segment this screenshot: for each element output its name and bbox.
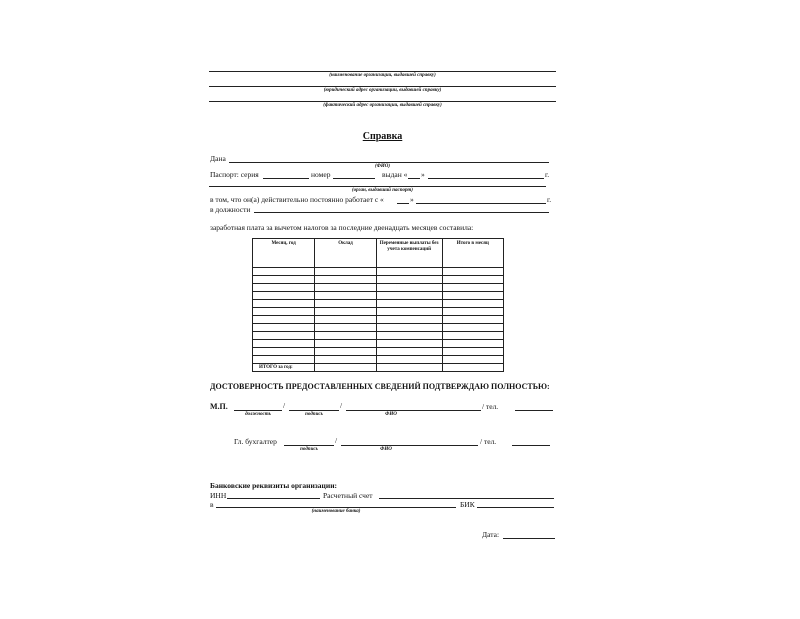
- phone-label: / тел.: [482, 402, 499, 411]
- signature-caption-2: подпись: [300, 447, 318, 452]
- issued-month-line: [428, 178, 544, 179]
- salary-table: [252, 238, 504, 372]
- table-header-salary: Оклад: [315, 239, 376, 268]
- table-cell[interactable]: [376, 300, 442, 308]
- table-cell[interactable]: [315, 364, 376, 372]
- org-name-caption: (наименование организации, выдавшей справку): [329, 73, 436, 78]
- table-cell[interactable]: [376, 332, 442, 340]
- table-cell[interactable]: [315, 348, 376, 356]
- table-cell[interactable]: [253, 348, 315, 356]
- table-cell[interactable]: [442, 284, 503, 292]
- position-sign-line: [234, 410, 282, 411]
- inn-label: ИНН: [210, 491, 227, 500]
- authority-caption: (орган, выдавший паспорт): [352, 188, 413, 193]
- slash-1: /: [283, 401, 286, 410]
- table-cell[interactable]: [376, 324, 442, 332]
- bank-heading: Банковские реквизиты организации:: [210, 481, 338, 490]
- table-cell[interactable]: [376, 276, 442, 284]
- issued-to-line: [229, 162, 549, 163]
- table-cell[interactable]: [315, 332, 376, 340]
- table-cell[interactable]: [442, 308, 503, 316]
- fio-sign-line: [346, 410, 481, 411]
- chief-fio-line: [341, 445, 478, 446]
- account-line: [379, 498, 554, 499]
- table-cell[interactable]: [315, 308, 376, 316]
- table-total-row: [253, 364, 504, 372]
- table-cell[interactable]: [253, 300, 315, 308]
- table-cell[interactable]: [442, 300, 503, 308]
- table-cell[interactable]: [253, 316, 315, 324]
- passport-number-line: [333, 178, 375, 179]
- legal-address-line: [209, 86, 556, 87]
- slash-3: /: [335, 436, 338, 445]
- issued-on-label: выдан «: [382, 170, 408, 179]
- table-cell[interactable]: [315, 300, 376, 308]
- table-cell[interactable]: [253, 292, 315, 300]
- salary-intro: заработная плата за вычетом налогов за последние двенадцать месяцев составила:: [210, 223, 474, 232]
- authority-line: [209, 186, 546, 187]
- table-cell[interactable]: [376, 356, 442, 364]
- legal-address-caption: (юридический адрес организации, выдавшей справку): [323, 88, 442, 93]
- table-cell[interactable]: [376, 340, 442, 348]
- signature-sign-line: [289, 410, 339, 411]
- table-cell[interactable]: [315, 324, 376, 332]
- table-row: [253, 292, 504, 300]
- table-cell[interactable]: [315, 284, 376, 292]
- table-cell[interactable]: [253, 340, 315, 348]
- table-cell[interactable]: [315, 340, 376, 348]
- position-caption: должность: [245, 412, 271, 417]
- inn-line: [227, 498, 320, 499]
- table-header-month: Месяц, год: [253, 239, 315, 268]
- table-cell[interactable]: [442, 276, 503, 284]
- table-cell[interactable]: [253, 276, 315, 284]
- table-header-total: Итого в месяц: [442, 239, 503, 268]
- table-cell[interactable]: [253, 356, 315, 364]
- table-row: [253, 348, 504, 356]
- year-suffix: г.: [545, 170, 550, 179]
- fio-caption: (ФИО): [374, 164, 391, 169]
- table-row: [253, 300, 504, 308]
- bank-in-label: в: [210, 500, 214, 509]
- table-cell[interactable]: [315, 292, 376, 300]
- table-row: [253, 316, 504, 324]
- bik-line: [477, 507, 554, 508]
- table-cell[interactable]: [253, 308, 315, 316]
- passport-series-label: Паспорт: серия: [210, 170, 259, 179]
- works-month-line: [416, 203, 546, 204]
- confirmation-heading: ДОСТОВЕРНОСТЬ ПРЕДОСТАВЛЕННЫХ СВЕДЕНИЙ ПОДТВЕРЖДАЮ ПОЛНОСТЬЮ:: [210, 382, 550, 391]
- table-cell[interactable]: [315, 316, 376, 324]
- bik-label: БИК: [460, 500, 475, 509]
- table-cell[interactable]: [315, 268, 376, 276]
- chief-sign-line: [284, 445, 334, 446]
- table-row: [253, 340, 504, 348]
- table-cell[interactable]: [376, 364, 442, 372]
- table-row: [253, 332, 504, 340]
- table-cell[interactable]: [376, 292, 442, 300]
- table-cell[interactable]: [376, 316, 442, 324]
- table-cell[interactable]: [442, 268, 503, 276]
- date-line: [503, 538, 555, 539]
- chief-accountant-label: Гл. бухгалтер: [234, 437, 277, 446]
- table-cell[interactable]: [253, 332, 315, 340]
- table-cell[interactable]: [442, 364, 503, 372]
- table-cell[interactable]: [442, 324, 503, 332]
- account-label: Расчетный счет: [323, 491, 373, 500]
- actual-address-line: [209, 101, 556, 102]
- actual-address-caption: (фактический адрес организации, выдавшей справку): [323, 103, 442, 108]
- quote-close-2: »: [410, 195, 414, 204]
- table-cell[interactable]: [442, 340, 503, 348]
- phone-line-2: [512, 445, 550, 446]
- table-total-label: ИТОГО за год:: [253, 364, 315, 372]
- table-header-row: [253, 239, 504, 268]
- position-line: [254, 212, 549, 213]
- table-cell[interactable]: [442, 316, 503, 324]
- mp-label: М.П.: [210, 402, 228, 411]
- table-row: [253, 308, 504, 316]
- table-cell[interactable]: [253, 268, 315, 276]
- fio-caption-2: ФИО: [385, 412, 397, 417]
- passport-number-label: номер: [311, 170, 331, 179]
- signature-caption: подпись: [305, 412, 323, 417]
- table-row: [253, 324, 504, 332]
- date-label: Дата:: [482, 530, 500, 539]
- phone-line: [515, 410, 553, 411]
- bank-name-line: [216, 507, 456, 508]
- table-cell[interactable]: [442, 292, 503, 300]
- slash-2: /: [340, 401, 343, 410]
- table-cell[interactable]: [253, 324, 315, 332]
- table-cell[interactable]: [315, 276, 376, 284]
- table-cell[interactable]: [442, 348, 503, 356]
- table-cell[interactable]: [376, 268, 442, 276]
- page-title: Справка: [362, 131, 403, 142]
- passport-series-line: [263, 178, 309, 179]
- table-cell[interactable]: [376, 284, 442, 292]
- table-cell[interactable]: [376, 348, 442, 356]
- org-name-line: [209, 71, 556, 72]
- quote-close: »: [421, 170, 425, 179]
- phone-label-2: / тел.: [480, 437, 497, 446]
- year-suffix-2: г.: [547, 195, 552, 204]
- table-header-variable: Переменные выплаты без учета компенсаций: [376, 239, 442, 268]
- table-cell[interactable]: [253, 284, 315, 292]
- table-row: [253, 284, 504, 292]
- works-since-label: в том, что он(а) действительно постоянно работает с «: [210, 195, 384, 204]
- issued-day-line: [408, 178, 420, 179]
- bank-name-caption: (наименование банка): [311, 509, 361, 514]
- table-cell[interactable]: [315, 356, 376, 364]
- works-day-line: [397, 203, 409, 204]
- issued-to-label: Дана: [210, 154, 226, 163]
- table-cell[interactable]: [442, 332, 503, 340]
- table-cell[interactable]: [376, 308, 442, 316]
- position-label: в должности: [210, 205, 251, 214]
- fio-caption-3: ФИО: [380, 447, 392, 452]
- table-row: [253, 276, 504, 284]
- table-row: [253, 356, 504, 364]
- table-row: [253, 268, 504, 276]
- table-cell[interactable]: [442, 356, 503, 364]
